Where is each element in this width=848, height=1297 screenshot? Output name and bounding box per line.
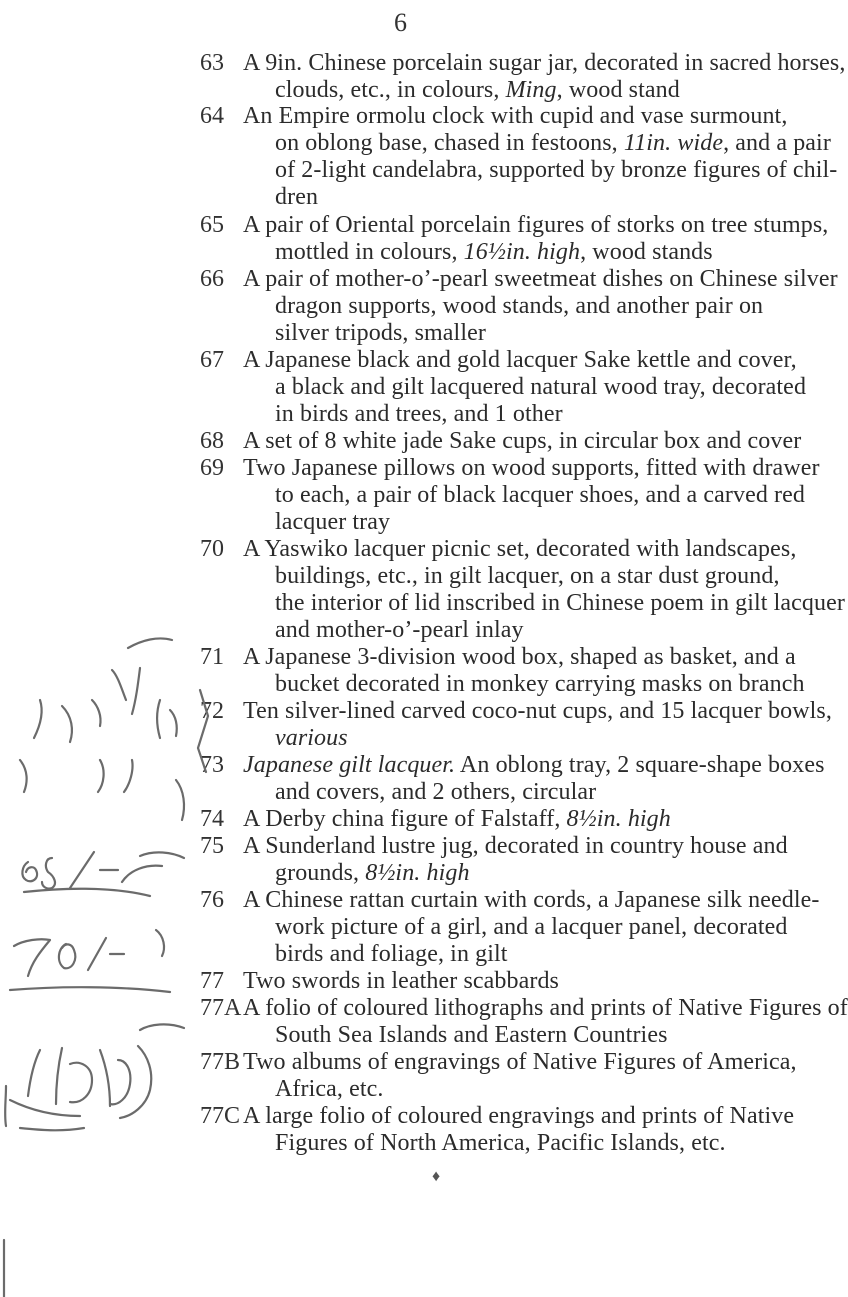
catalogue-lot (0, 968, 801, 995)
lot-description (243, 1049, 797, 1103)
catalogue-lot (0, 833, 801, 887)
bullet-mark: ♦ (432, 1168, 441, 1185)
lot-number: 74 (200, 806, 224, 832)
lot-description-line: dragon supports, wood stands, and another pair on (275, 293, 764, 319)
lot-description-line: A Japanese black and gold lacquer Sake kettle and cover, (243, 347, 797, 373)
catalogue-lot (0, 103, 838, 211)
lot-number: 69 (200, 455, 224, 481)
lot-description (243, 806, 783, 833)
lot-number: 66 (200, 266, 224, 292)
lot-description-line: A Chinese rattan curtain with cords, a Japanese silk needle- (243, 887, 820, 913)
lot-description (243, 428, 802, 455)
lot-description-line: A set of 8 white jade Sake cups, in circular box and cover (243, 428, 802, 454)
lot-number: 77A (200, 995, 242, 1021)
lot-description (243, 968, 783, 995)
lot-description (243, 536, 845, 644)
lot-description-line: lacquer tray (275, 509, 391, 535)
catalogue-lot (0, 995, 848, 1049)
lot-number: 67 (200, 347, 224, 373)
catalogue-lot (0, 887, 820, 968)
lot-description-line: the interior of lid inscribed in Chinese poem in gilt lacquer (275, 590, 845, 616)
lot-description-line: grounds, 8½in. high (275, 860, 470, 886)
lot-description (243, 644, 805, 698)
lot-number: 71 (200, 644, 224, 670)
catalogue-lot (0, 644, 805, 698)
catalogue-lot (0, 698, 832, 752)
lot-description (243, 752, 825, 806)
lot-description-line: in birds and trees, and 1 other (275, 401, 563, 427)
lot-number: 77B (200, 1049, 241, 1075)
lot-description-line: a black and gilt lacquered natural wood tray, decorated (275, 374, 807, 400)
lot-description-line: birds and foliage, in gilt (275, 941, 508, 967)
lot-description-line: A Japanese 3-division wood box, shaped as basket, and a (243, 644, 796, 670)
catalogue-lot (0, 50, 846, 104)
catalogue-lot (0, 266, 838, 347)
lot-description-line: silver tripods, smaller (275, 320, 486, 346)
lot-description-line: Two Japanese pillows on wood supports, fitted with drawer (243, 455, 820, 481)
lot-number: 68 (200, 428, 224, 454)
lot-description (243, 833, 788, 887)
lot-description-line: Figures of North America, Pacific Islands, etc. (275, 1130, 726, 1156)
lot-description-line: A Yaswiko lacquer picnic set, decorated with landscapes, (243, 536, 797, 562)
lot-description-line: work picture of a girl, and a lacquer panel, decorated (275, 914, 788, 940)
lot-description-line: A 9in. Chinese porcelain sugar jar, decorated in sacred horses, (243, 50, 846, 76)
lot-description (243, 103, 838, 211)
catalogue-lot (0, 347, 807, 428)
lot-description (243, 455, 820, 536)
lot-description-line: A Derby china figure of Falstaff, 8½in. high (243, 806, 671, 832)
lot-number: 77C (200, 1103, 241, 1129)
catalogue-lot (0, 1103, 801, 1157)
lot-description-line: Africa, etc. (275, 1076, 384, 1102)
lot-description (243, 995, 848, 1049)
page-number: 6 (394, 8, 407, 37)
lot-description (243, 212, 829, 266)
lot-description-line: to each, a pair of black lacquer shoes, and a carved red (275, 482, 806, 508)
lot-description (243, 887, 820, 968)
lot-number: 76 (200, 887, 224, 913)
lot-description (243, 1103, 795, 1157)
lot-description-line: buildings, etc., in gilt lacquer, on a star dust ground, (275, 563, 780, 589)
lot-description-line: Two swords in leather scabbards (243, 968, 560, 994)
lot-description-line: on oblong base, chased in festoons, 11in. wide, and a pair (275, 130, 831, 156)
lot-number: 64 (200, 103, 224, 129)
lot-description-line: Ten silver-lined carved coco-nut cups, and 15 lacquer bowls, (243, 698, 832, 724)
catalogue-lot (0, 1049, 801, 1103)
lot-number: 75 (200, 833, 224, 859)
catalogue-lot (0, 428, 801, 455)
lot-description-line: An Empire ormolu clock with cupid and vase surmount, (243, 103, 788, 129)
lot-description-line: and covers, and 2 others, circular (275, 779, 597, 805)
lot-number: 70 (200, 536, 224, 562)
lot-description-line: of 2-light candelabra, supported by bronze figures of chil- (275, 157, 838, 183)
lot-number: 72 (200, 698, 224, 724)
lot-description-line: South Sea Islands and Eastern Countries (275, 1022, 668, 1048)
lot-description-line: various (275, 725, 348, 751)
lot-description (243, 266, 838, 347)
lot-description-line: A folio of coloured lithographs and prints of Native Figures of (243, 995, 848, 1021)
lot-description (243, 347, 807, 428)
lot-number: 73 (200, 752, 224, 778)
lot-number: 77 (200, 968, 224, 994)
lot-description-line: Two albums of engravings of Native Figures of America, (243, 1049, 797, 1075)
lot-number: 63 (200, 50, 224, 76)
lot-description-line: and mother-o’-pearl inlay (275, 617, 524, 643)
catalogue-lot (0, 752, 825, 806)
lot-description (243, 50, 846, 104)
lot-description-line: A pair of Oriental porcelain figures of storks on tree stumps, (243, 212, 829, 238)
catalogue-lot (0, 536, 845, 644)
lot-description-line: bucket decorated in monkey carrying masks on branch (275, 671, 805, 697)
lot-description-line: dren (275, 184, 319, 210)
catalogue-lot (0, 455, 820, 536)
lot-description-line: Japanese gilt lacquer. An oblong tray, 2 square-shape boxes (243, 752, 825, 778)
lot-number: 65 (200, 212, 224, 238)
lot-description (243, 698, 832, 752)
lot-description-line: clouds, etc., in colours, Ming, wood stand (275, 77, 680, 103)
lot-description-line: A large folio of coloured engravings and prints of Native (243, 1103, 795, 1129)
catalogue-lot (0, 806, 801, 833)
lot-description-line: A Sunderland lustre jug, decorated in country house and (243, 833, 788, 859)
lot-description-line: A pair of mother-o’-pearl sweetmeat dishes on Chinese silver (243, 266, 838, 292)
lot-description-line: mottled in colours, 16½in. high, wood stands (275, 239, 713, 265)
catalogue-lot (0, 212, 829, 266)
